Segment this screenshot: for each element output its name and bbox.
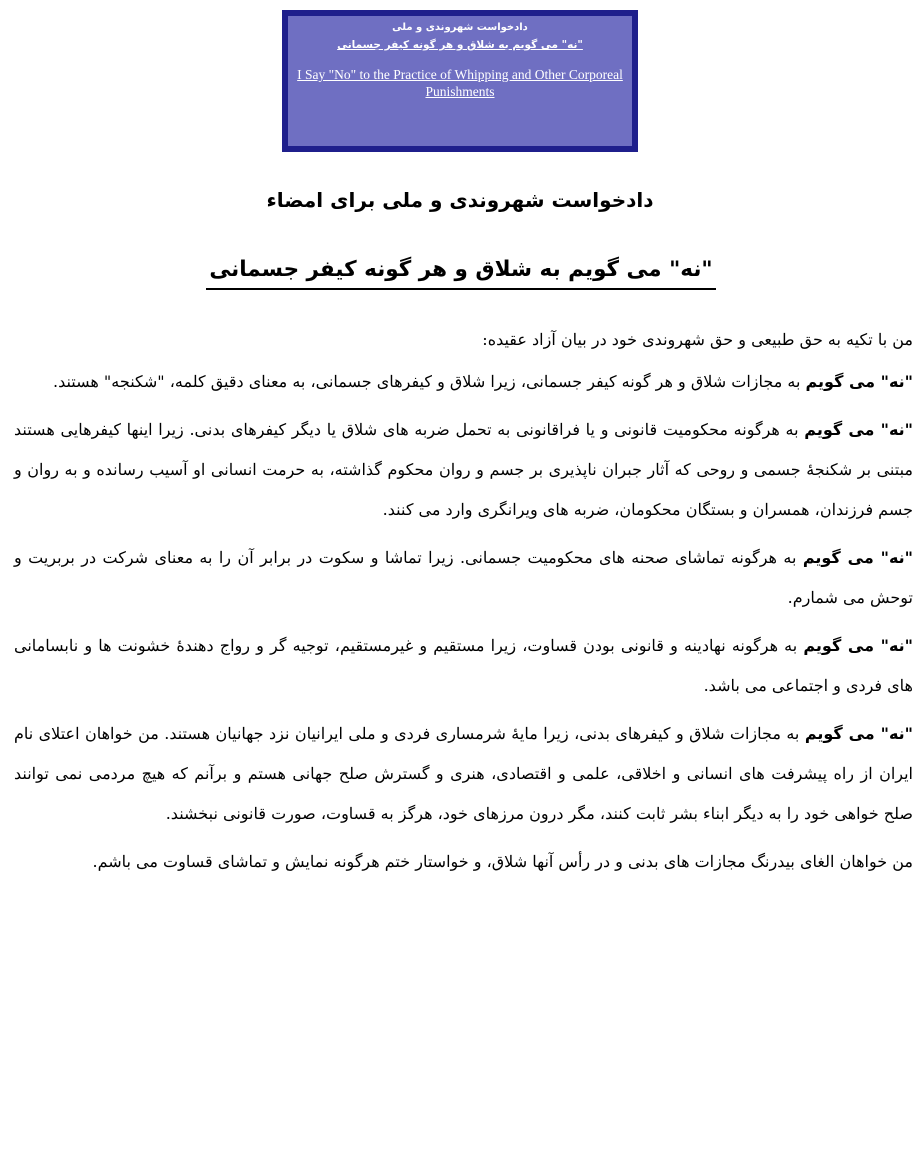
statement-lead: "نه" می گویم (805, 372, 913, 391)
statement-text: به هرگونه تماشای صحنه های محکومیت جسمانی. زیرا تماشا و سکوت در برابر آن را به معنای شرکت در بربریت و توحش می شمارم. (14, 548, 913, 607)
intro-paragraph: من با تکیه به حق طبیعی و حق شهروندی خود در بیان آزاد عقیده: (482, 330, 913, 349)
statement-lead: "نه" می گویم (804, 420, 913, 439)
statement-paragraph-5 (14, 714, 913, 834)
statement-lead: "نه" می گویم (802, 548, 913, 567)
petition-banner (282, 10, 638, 152)
statement-text: به مجازات شلاق و هر گونه کیفر جسمانی، زیرا شلاق و کیفرهای جسمانی، به معنای دقیق کلمه، "شکنجه" هستند. (52, 372, 806, 391)
statement-paragraph-3 (14, 538, 913, 618)
banner-title: دادخواست شهروندی و ملی (392, 22, 528, 33)
statement-paragraph-2 (14, 410, 913, 530)
banner-inner-panel (288, 16, 632, 146)
statement-paragraph-4 (14, 626, 913, 706)
statement-text: به هرگونه نهادینه و قانونی بودن قساوت، زیرا مستقیم و غیرمستقیم، توجیه گر و رواج دهندۀ خشونت ها و نابسامانی های فردی و اجتماعی می باشد. (14, 636, 913, 695)
statement-lead: "نه" می گویم (804, 724, 914, 743)
closing-paragraph: من خواهان الغای بیدرنگ مجازات های بدنی و در رأس آنها شلاق، و خواستار ختم هرگونه نمایش و تماشای قساوت می باشم. (92, 852, 913, 871)
page-subtitle: "نه" می گویم به شلاق و هر گونه کیفر جسمانی (206, 252, 716, 290)
petition-body (14, 320, 913, 890)
statement-lead: "نه" می گویم (803, 636, 914, 655)
page-title: دادخواست شهروندی و ملی برای امضاء (266, 188, 654, 212)
banner-subtitle: "نه" می گویم به شلاق و هر گونه کیفر جسمانی (337, 39, 583, 51)
statement-paragraph-1 (14, 362, 913, 402)
statement-text: به مجازات شلاق و کیفرهای بدنی، زیرا مایۀ شرمساری فردی و ملی ایرانیان نزد جهانیان هستند. من خواهان اعتلای نام ایران از راه پیشرفت های انسانی و اخلاقی، علمی و اقتصادی، هنری و گسترش صلح جهانی هستم و برآنم که هیچ مردمی نمی توانند صلح خواهی خود را به دیگر ابناء بشر ثابت کنند، مگر درون مرزهای خود، هرگز به قساوت، صورت قانونی نبخشند. (14, 724, 913, 823)
statement-text: به هرگونه محکومیت قانونی و یا فراقانونی به تحمل ضربه های شلاق یا دیگر کیفرهای بدنی. زیرا اینها کیفرهایی هستند مبتنی بر شکنجۀ جسمی و روحی که آثار جبران ناپذیری بر جسم و روان محکوم گذاشته، به حرمت انسانی او آسیب رسانده و به روان و جسم فرزندان، همسران و بستگان محکومان، ضربه های ویرانگری وارد می کنند. (14, 420, 913, 519)
banner-english-title: I Say "No" to the Practice of Whipping and Other Corporeal Punishments (297, 67, 623, 99)
